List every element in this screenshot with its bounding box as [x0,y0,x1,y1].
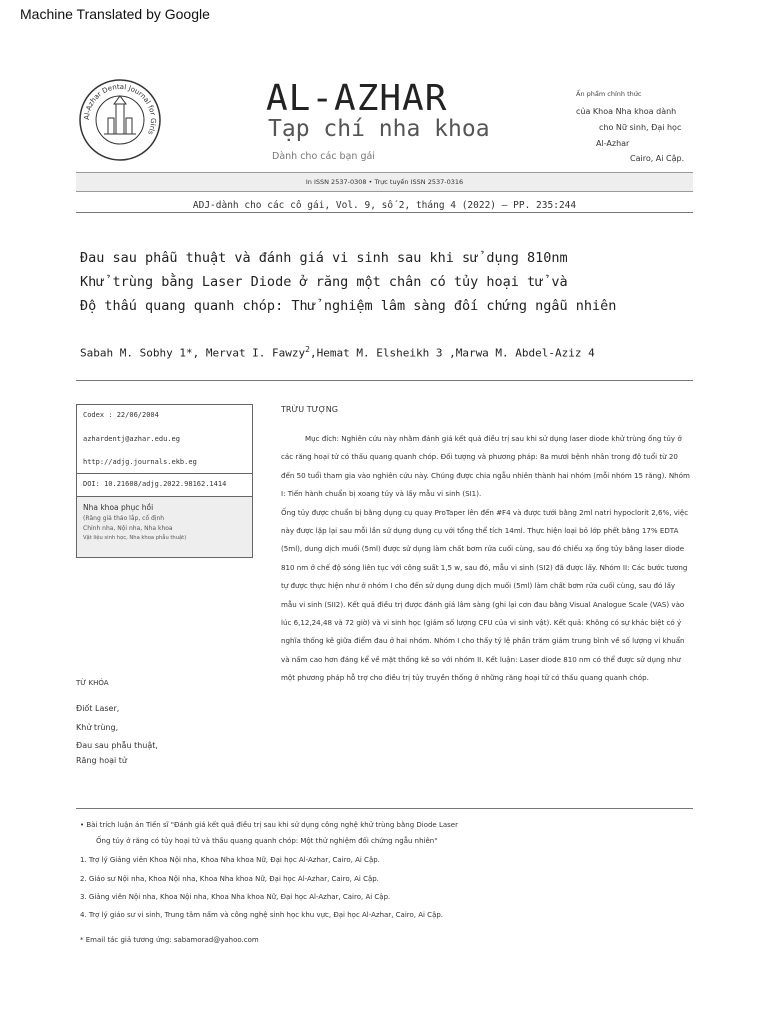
publisher-line: của Khoa Nha khoa dành [576,107,677,116]
keyword-item: Điốt Laser, [76,704,120,713]
keyword-item: Răng hoại tử [76,756,127,765]
doi-link[interactable]: DOI: 10.21608/adjg.2022.98162.1414 [83,480,227,488]
article-title-line: Khử trùng bằng Laser Diode ở răng một chân có tủy hoại tử và [80,274,568,290]
authors-part-2: ,Hemat M. Elsheikh 3 ,Marwa M. Abdel-Aziz 4 [310,346,595,360]
affiliation-note: 3. Giảng viên Nội nha, Khoa Nội nha, Khoa Nha khoa Nữ, Đại học Al-Azhar, Cairo, Ai Cập. [80,893,391,901]
journal-subtitle: Tạp chí nha khoa [268,116,490,142]
corresponding-email[interactable]: * Email tác giả tương ứng: sabamorad@yahoo.com [80,936,259,944]
publisher-line: Cairo, Ai Cập. [630,154,685,163]
thesis-note: • Bài trích luận án Tiến sĩ "Đánh giá kết quả điều trị sau khi sử dụng công nghệ khử trùng bằng Diode Laser [80,821,458,829]
section-sub: (Răng giả tháo lắp, cố định [83,515,165,522]
abstract-body [281,430,691,688]
machine-translation-banner: Machine Translated by Google [20,6,210,22]
keyword-item: Đau sau phẫu thuật, [76,741,158,750]
journal-logo-seal [78,78,162,162]
divider [76,808,693,809]
publisher-label: Ấn phẩm chính thức [576,90,642,98]
journal-name: AL-AZHAR [266,78,448,119]
article-info-box [76,404,253,558]
issn-text: In ISSN 2537-0308 • Trực tuyến ISSN 2537-0316 [305,178,464,186]
author-affiliation-sup: 2 [305,345,310,354]
article-title-line: Đau sau phẫu thuật và đánh giá vi sinh sau khi sử dụng 810nm [80,250,568,266]
affiliation-note: 4. Trợ lý giáo sư vi sinh, Trung tâm nấm và công nghệ sinh học khu vực, Đại học Al-Azhar, Cairo, Ai Cập. [80,911,444,919]
section-name: Nha khoa phục hồi [83,503,154,512]
citation-line: ADJ-dành cho các cô gái, Vol. 9, số 2, tháng 4 (2022) — PP. 235:244 [192,200,577,211]
authors-part-1: Sabah M. Sobhy 1*, Mervat I. Fawzy [80,346,306,360]
publisher-line: Al-Azhar [596,139,630,148]
abstract-heading: TRỪU TƯỢNG [281,405,338,414]
affiliation-note: 1. Trợ lý Giảng viên Khoa Nội nha, Khoa Nha khoa Nữ, Đại học Al-Azhar, Cairo, Ai Cập. [80,856,380,864]
codex: Codex : 22/06/2004 [83,411,159,419]
article-title-line: Độ thấu quang quanh chóp: Thử nghiệm lâm sàng đối chứng ngẫu nhiên [80,298,617,314]
thesis-note: Ống tủy ở răng có tủy hoại tử và thấu quang quanh chóp: Một thử nghiệm đối chứng ngẫu nhiên" [96,837,438,845]
keyword-item: Khử trùng, [76,723,119,732]
affiliation-note: 2. Giáo sư Nội nha, Khoa Nội nha, Khoa Nha khoa Nữ, Đại học Al-Azhar, Cairo, Ai Cập. [80,875,379,883]
section-sub: Chỉnh nha, Nội nha, Nha khoa [83,525,173,532]
journal-tagline: Dành cho các bạn gái [272,151,375,162]
svg-text:Al-Azhar Dental Journal for Gi: Al-Azhar Dental Journal for Girls [82,82,158,136]
divider [77,473,252,474]
divider [76,212,693,213]
author-list [80,345,595,360]
publisher-line: cho Nữ sinh, Đại học [599,123,682,132]
abstract-paragraph: Mục đích: Nghiên cứu này nhằm đánh giá kết quả điều trị sau khi sử dụng laser diode khử trùng ống tủy ở các răng hoại tử có thấu quang quanh chóp. Đối tượng và phương pháp: 8a mươi bệnh nhân trong độ tuổi từ 20 đến 50 tuổi tham gia vào nghiên cứu này. Chúng được chia ngẫu nhiên thành hai nhóm (mỗi nhóm 15 răng). Nhóm I: Tiến hành chuẩn bị xoang tủy và lấy mẫu vi sinh (SI1). [281,434,690,499]
section-sub: Vật liệu sinh học, Nha khoa phẫu thuật) [83,535,187,541]
journal-website-link[interactable]: http://adjg.journals.ekb.eg [83,458,197,466]
journal-email-link[interactable]: azhardentj@azhar.edu.eg [83,435,180,443]
keywords-heading: TỪ KHÓA [76,679,109,687]
section-panel [77,497,252,557]
divider [76,380,693,381]
issn-bar [76,172,693,192]
abstract-paragraph: Ống tủy được chuẩn bị bằng dụng cụ quay ProTaper lên đến #F4 và được tưới bằng 2ml natri hypoclorit 2,6%, việc này được lặp lại sau mỗi lần sử dụng dụng cụ với tổng thể tích 14ml. Thực hiện loại bỏ lớp phết bằng 17% EDTA (5ml), dung dịch muối (5ml) được sử dụng làm chất bơm rửa cuối cùng, sau đó chiếu xạ ống tủy bằng laser diode 810 nm ở chế độ sóng liên tục với công suất 1,5 w, sau đó, mẫu vi sinh (SI2) đã được lấy. Nhóm II: Các bước tương tự được thực hiện như ở nhóm I cho đến sử dụng dung dịch muối (5ml) làm chất bơm rửa cuối cùng, sau đó lấy mẫu vi sinh (SII2). Kết quả điều trị được đánh giá lâm sàng (ghi lại cơn đau bằng Visual Analogue Scale (VAS) vào lúc 6,12,24,48 và 72 giờ) và vi sinh học (giảm số lượng CFU của vi sinh vật). Kết quả: Không có sự khác biệt có ý nghĩa thống kê giữa điểm đau ở hai nhóm. Nhóm I cho thấy tỷ lệ phần trăm giảm trung bình về số lượng vi khuẩn và nấm cao hơn đáng kể về mặt thống kê so với nhóm II. Kết luận: Laser diode 810 nm có thể được sử dụng như một phương pháp hỗ trợ cho điều trị tủy truyền thống ở những răng hoại tử có thấu quang quanh chóp. [281,507,689,683]
